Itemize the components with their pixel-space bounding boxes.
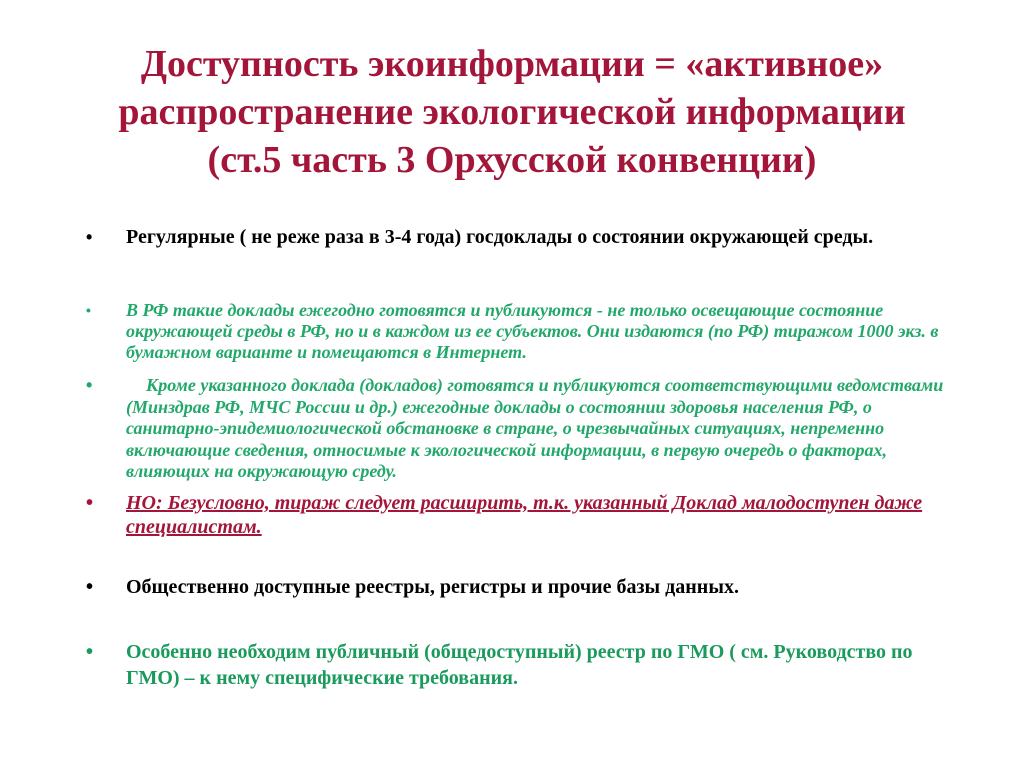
title-line-3: (ст.5 часть 3 Орхусской конвенции) bbox=[207, 139, 817, 181]
bullet-item-circulation-note bbox=[84, 491, 944, 539]
bullet-item-rf-reports bbox=[84, 300, 944, 363]
title-line-2: распространение экологической информации bbox=[118, 91, 906, 133]
bullet-text: Кроме указанного доклада (докладов) готовятся и публикуются соответствующими ведомствами (Минздрав РФ, МЧС России и др.) ежегодные доклады о состоянии здоровья населения РФ, о санитарно-эпидемиологической обстановке в стране, о чрезвычайных ситуациях, непременно включающие сведения, относимые к экологической информации, в первую очередь о факторах, влияющих на окружающую среду. bbox=[126, 375, 944, 482]
bullet-list bbox=[84, 226, 944, 691]
slide-title bbox=[60, 40, 964, 184]
bullet-icon: • bbox=[86, 491, 94, 514]
bullet-item-state-reports bbox=[84, 226, 944, 248]
bullet-text: НО: Безусловно, тираж следует расширить, т.к. указанный Доклад малодоступен даже специалистам. bbox=[126, 491, 923, 538]
bullet-icon: • bbox=[86, 575, 94, 598]
bullet-icon: • bbox=[86, 227, 93, 247]
bullet-text: Особенно необходим публичный (общедоступный) реестр по ГМО ( см. Руководство по ГМО) – к нему специфические требования. bbox=[126, 640, 913, 689]
bullet-item-public-registers bbox=[84, 575, 944, 599]
bullet-text: Регулярные ( не реже раза в 3-4 года) госдоклады о состоянии окружающей среды. bbox=[126, 226, 874, 248]
bullet-icon: • bbox=[86, 302, 91, 318]
bullet-icon: • bbox=[86, 640, 94, 663]
bullet-icon: • bbox=[86, 375, 93, 395]
bullet-item-gmo-register bbox=[84, 639, 944, 691]
title-line-1: Доступность экоинформации = «активное» bbox=[140, 43, 884, 85]
bullet-text: Общественно доступные реестры, регистры и прочие базы данных. bbox=[126, 575, 739, 598]
bullet-item-agency-reports bbox=[84, 375, 944, 483]
bullet-text: В РФ такие доклады ежегодно готовятся и публикуются - не только освещающие состояние окружающей среды в РФ, но и в каждом из ее субъектов. Они издаются (по РФ) тиражом 1000 экз. в бумажном варианте и помещаются в Интернет. bbox=[126, 300, 939, 362]
